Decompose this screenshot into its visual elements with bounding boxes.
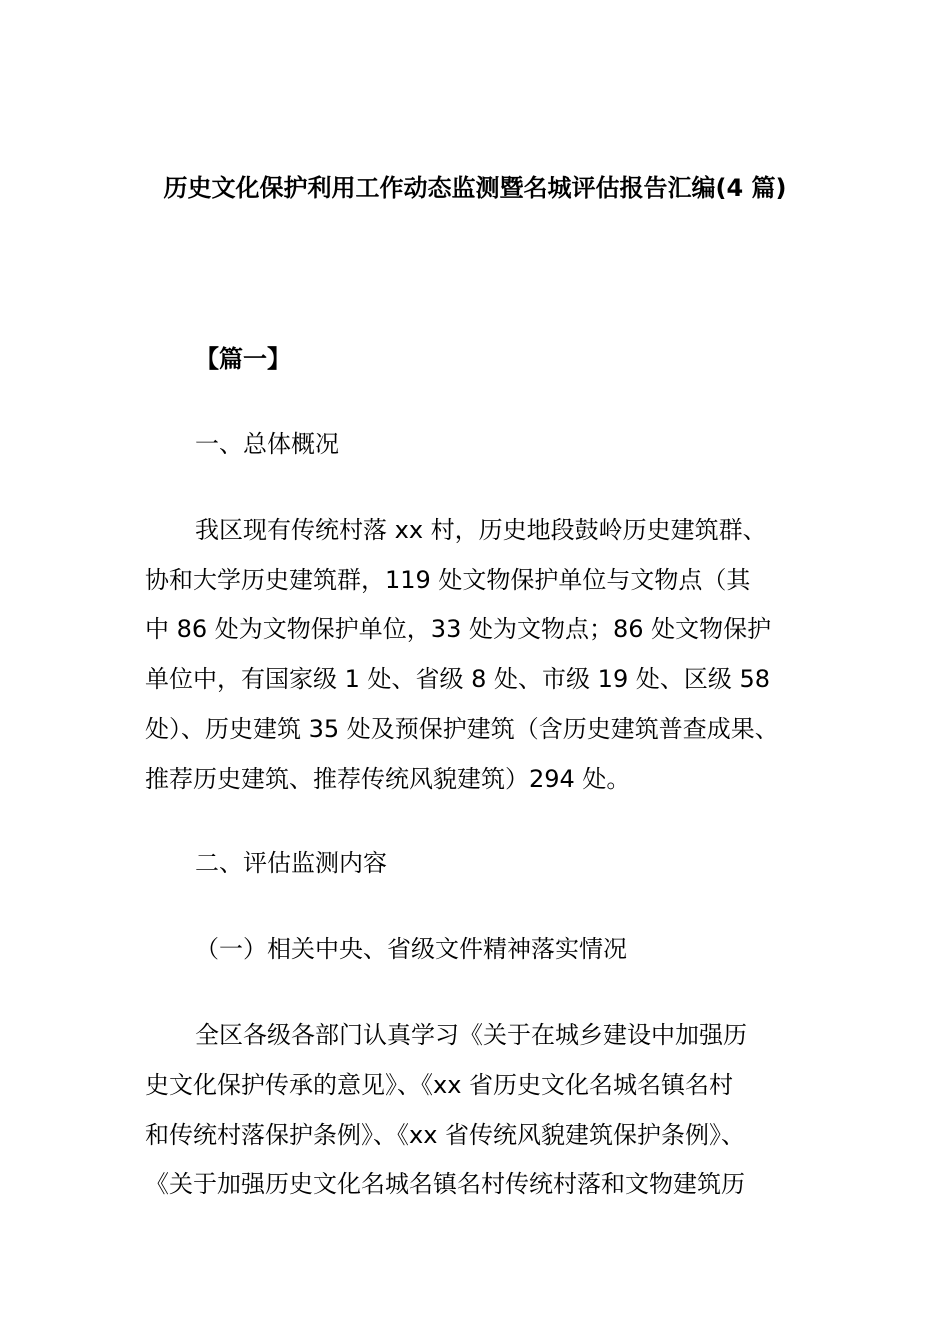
heading-overview: 一、总体概况: [195, 430, 339, 458]
document-title: 历史文化保护利用工作动态监测暨名城评估报告汇编(4 篇): [163, 174, 787, 202]
paragraph-line: 和传统村落保护条例》、《xx 省传统风貌建筑保护条例》、: [145, 1121, 746, 1149]
paragraph-line: 中 86 处为文物保护单位，33 处为文物点；86 处文物保护: [145, 615, 772, 643]
heading-evaluation-content: 二、评估监测内容: [195, 849, 387, 877]
paragraph-line: 单位中，有国家级 1 处、省级 8 处、市级 19 处、区级 58: [145, 665, 771, 693]
paragraph-line: 推荐历史建筑、推荐传统风貌建筑）294 处。: [145, 765, 631, 793]
paragraph-line: 协和大学历史建筑群，119 处文物保护单位与文物点（其: [145, 566, 751, 594]
paragraph-line: 《关于加强历史文化名城名镇名村传统村落和文物建筑历: [145, 1170, 745, 1198]
paragraph-line: 史文化保护传承的意见》、《xx 省历史文化名城名镇名村: [145, 1071, 734, 1099]
paragraph-line: 全区各级各部门认真学习《关于在城乡建设中加强历: [195, 1021, 747, 1049]
subheading-policy-implementation: （一）相关中央、省级文件精神落实情况: [195, 935, 627, 963]
paragraph-line: 我区现有传统村落 xx 村，历史地段鼓岭历史建筑群、: [195, 516, 767, 544]
paragraph-line: 处）、历史建筑 35 处及预保护建筑（含历史建筑普查成果、: [145, 715, 779, 743]
section-marker: 【篇一】: [195, 345, 291, 373]
